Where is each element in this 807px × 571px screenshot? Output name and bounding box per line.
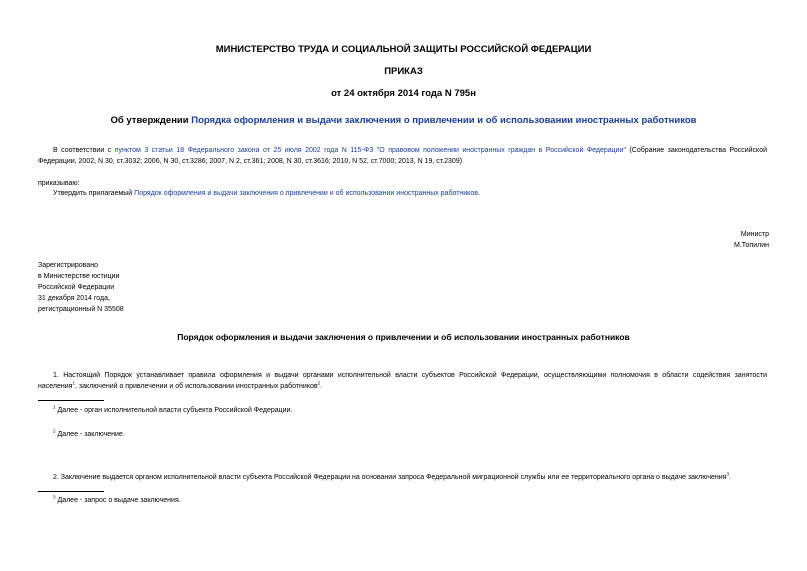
footnote-mark-2: 2	[53, 428, 56, 434]
federal-law-link[interactable]: пунктом 3 статьи 18 Федерального закона от 25 июля 2002 года N 115-ФЗ "О правовом положении иностранных граждан в Российской Федерации"	[114, 147, 626, 154]
registration-line: регистрационный N 35508	[38, 306, 124, 313]
registration-line: в Министерстве юстиции	[38, 273, 120, 280]
p1-text-a: населения	[38, 383, 73, 390]
footnote-3-text: Далее - запрос о выдаче заключения.	[57, 497, 181, 504]
footnote-mark-3: 3	[53, 494, 56, 500]
footnote-divider	[38, 400, 104, 401]
preamble-suffix: (Собрание законодательства Российской	[625, 147, 767, 154]
preamble-line-2: Федерации, 2002, N 30, ст.3032; 2006, N 30, ст.3286; 2007, N 2, ст.361; 2008, N 30, ст.3616; 2010, N 52, ст.7000; 2013, N 19, ст.2309)	[38, 158, 463, 165]
approve-prefix: Утвердить прилагаемый	[53, 190, 135, 197]
footnote-ref-2: 2	[317, 380, 321, 386]
title-prefix: Об утверждении	[110, 115, 192, 126]
footnote-2-text: Далее - заключение.	[57, 431, 125, 438]
preamble-line-1	[53, 145, 767, 156]
doc-type-heading: ПРИКАЗ	[384, 66, 423, 77]
approve-paragraph	[53, 188, 480, 199]
registration-line: 31 декабря 2014 года,	[38, 295, 110, 302]
p1-text-c: .	[320, 383, 323, 390]
registration-block	[38, 260, 124, 315]
procedure-link-title[interactable]: Порядка оформления и выдачи заключения о привлечении и об использовании иностранных работников	[191, 115, 697, 126]
footnote-mark-1: 1	[53, 404, 56, 410]
footnote-1-text: Далее - орган исполнительной власти субъекта Российской Федерации.	[57, 407, 293, 414]
footnote-1	[53, 405, 292, 416]
approve-suffix: .	[477, 190, 480, 197]
signature-name: М.Топилин	[734, 242, 769, 249]
prikazyvayu-text: приказываю:	[38, 180, 80, 187]
footnote-ref-1: 1	[72, 380, 75, 386]
date-number-heading: от 24 октября 2014 года N 795н	[331, 88, 476, 99]
paragraph-1-line-1: 1. Настоящий Порядок устанавливает правила оформления и выдачи органами исполнительной власти субъектов Российской Федерации, осуществляющими полномочия в области содействия занятости	[53, 372, 767, 379]
paragraph-2	[53, 472, 731, 483]
footnote-3	[53, 495, 181, 506]
preamble-prefix: В соответствии с	[53, 147, 115, 154]
footnote-2	[53, 429, 125, 440]
p2-end: .	[729, 474, 731, 481]
p1-text-b: , заключений о привлечении и об использовании иностранных работников	[74, 383, 318, 390]
signature-position: Министр	[740, 231, 769, 238]
procedure-title: Порядок оформления и выдачи заключения о привлечении и об использовании иностранных работников	[177, 332, 630, 342]
footnote-ref-3: 3	[726, 471, 729, 477]
procedure-link-approve[interactable]: Порядок оформления и выдачи заключения о привлечении и об использовании иностранных работников	[134, 190, 478, 197]
footnote-divider	[38, 491, 104, 492]
paragraph-1-line-2	[38, 381, 322, 392]
p2-text: 2. Заключение выдается органом исполнительной власти субъекта Российской Федерации на основании запроса Федеральной миграционной службы или ее территориального органа о выдаче заключения	[53, 474, 727, 481]
registration-line: Зарегистрировано	[38, 262, 98, 269]
ministry-heading: МИНИСТЕРСТВО ТРУДА И СОЦИАЛЬНОЙ ЗАЩИТЫ РОССИЙСКОЙ ФЕДЕРАЦИИ	[215, 44, 592, 55]
registration-line: Российской Федерации	[38, 284, 115, 291]
document-title	[0, 115, 807, 126]
